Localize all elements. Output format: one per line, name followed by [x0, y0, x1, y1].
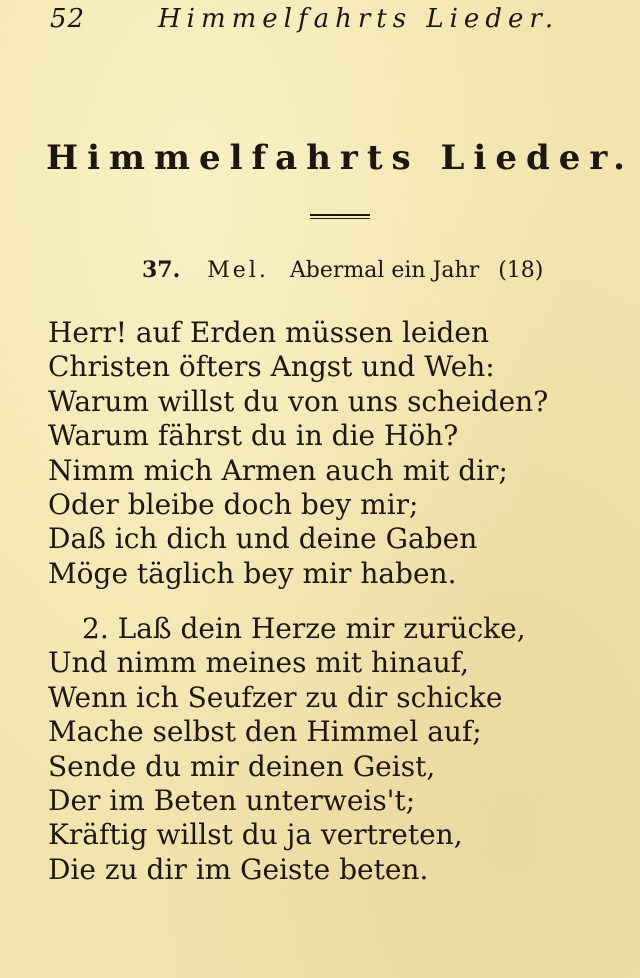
hymn-number: 37. [142, 257, 181, 283]
hymn-header [142, 257, 543, 283]
section-title: Himmelfahrts Lieder. [46, 138, 634, 178]
verse-line: Oder bleibe doch bey mir; [48, 488, 419, 522]
verse-line: Der im Beten unterweis't; [48, 784, 416, 818]
melody-label: Mel. [207, 258, 269, 283]
title-divider [310, 214, 370, 219]
page-number: 52 [50, 4, 86, 34]
tune-name: Abermal ein Jahr [289, 258, 480, 283]
verse-line: Daß ich dich und deine Gaben [48, 522, 478, 556]
verse-line: Nimm mich Armen auch mit dir; [48, 453, 508, 487]
verse-1 [48, 316, 548, 591]
verse-line: Sende du mir deinen Geist, [48, 749, 436, 783]
verse-line: Herr! auf Erden müssen leiden [48, 316, 489, 349]
verse-line: Christen öfters Angst und Weh: [48, 350, 495, 384]
verse-line: Warum fährst du in die Höh? [48, 419, 459, 453]
verse-line: Kräftig willst du ja vertreten, [48, 818, 463, 852]
verse-line: 2. Laß dein Herze mir zurücke, [82, 612, 526, 645]
verse-line: Möge täglich bey mir haben. [48, 556, 457, 590]
tune-reference: (18) [498, 258, 544, 283]
verse-line: Warum willst du von uns scheiden? [48, 384, 549, 418]
running-title: Himmelfahrts Lieder. [158, 4, 560, 34]
verse-2 [48, 612, 526, 887]
verse-line: Mache selbst den Himmel auf; [48, 715, 482, 749]
verse-line: Wenn ich Seufzer zu dir schicke [48, 680, 503, 714]
verse-line: Die zu dir im Geiste beten. [48, 852, 429, 886]
verse-line: Und nimm meines mit hinauf, [48, 646, 470, 680]
running-head [50, 4, 610, 34]
